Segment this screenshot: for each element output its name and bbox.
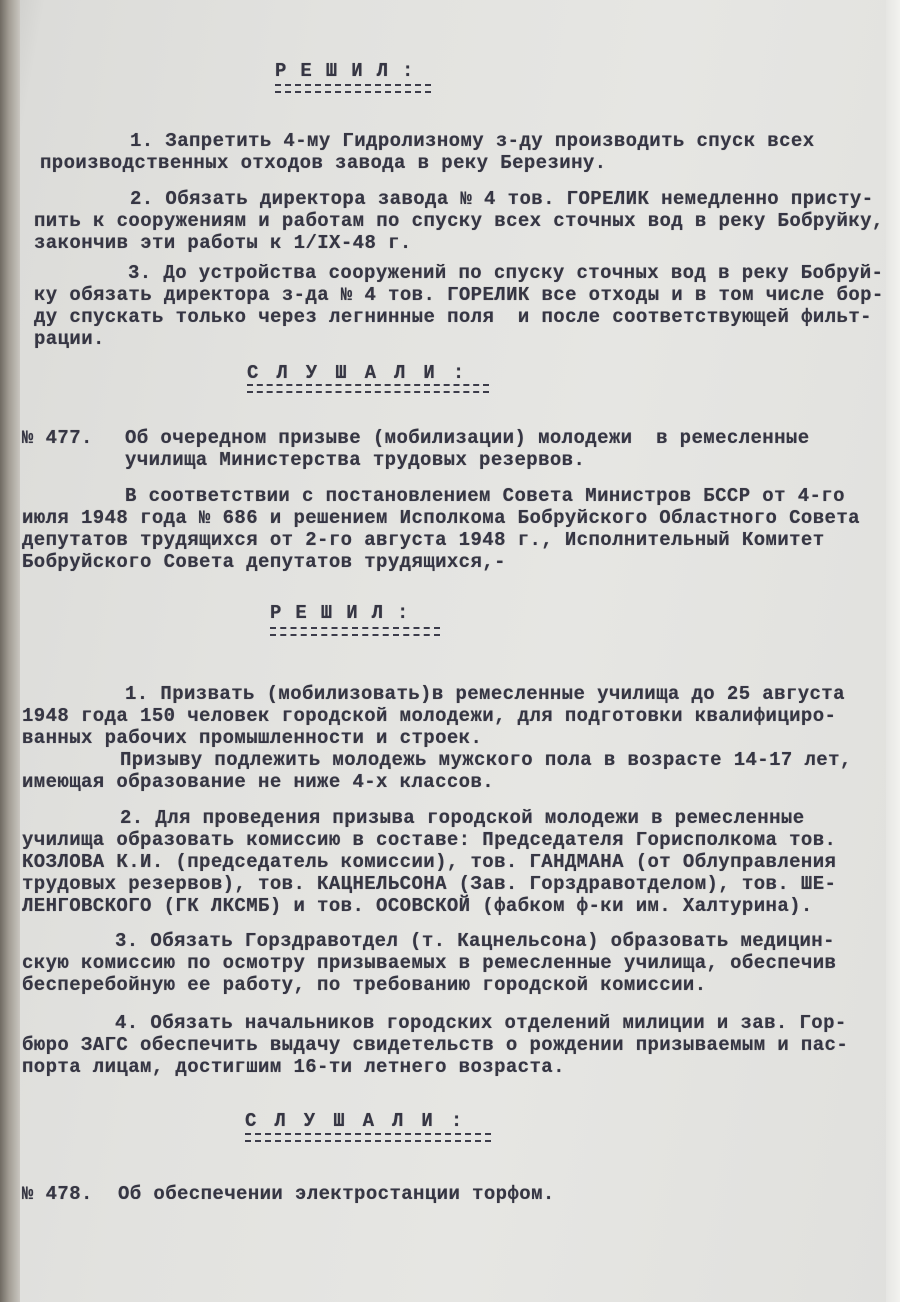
decision2-p1-line: 1. Призвать (мобилизовать)в ремесленные училища до 25 августа (125, 683, 845, 705)
decision2-p2-line: 2. Для проведения призыва городской молодежи в ремесленные (120, 807, 805, 829)
item-478-number: № 478. (22, 1183, 93, 1205)
decision1-p1-line: 1. Запретить 4-му Гидролизному з-ду производить спуск всех (130, 130, 815, 152)
decision2-p1-line: 1948 года 150 человек городской молодежи, для подготовки квалифициро- (22, 705, 837, 727)
decision1-p3-line: 3. До устройства сооружений по спуску сточных вод в реку Бобруй- (128, 262, 884, 284)
heading-heard: СЛУШАЛИ: (247, 362, 483, 384)
item-477-number: № 477. (22, 427, 93, 449)
heading-resolved: РЕШИЛ: (270, 602, 423, 624)
heading-underline (245, 1133, 491, 1142)
decision2-p2-line: трудовых резервов), тов. КАЦНЕЛЬСОНА (Зав. Горздравотделом), тов. ШЕ- (22, 873, 837, 895)
item-477-title-line: Об очередном призыве (мобилизации) молодежи в ремесленные (125, 427, 810, 449)
decision2-p1-line: Призыву подлежить молодежь мужского пола в возрасте 14-17 лет, (120, 749, 852, 771)
item-478-title: Об обеспечении электростанции торфом. (118, 1183, 555, 1205)
heading-underline (275, 84, 431, 93)
decision1-p3-line: ду спускать только через легнинные поля и после соответствующей фильт- (34, 306, 872, 328)
decision2-p3-line: скую комиссию по осмотру призываемых в ремесленные училища, обеспечив (22, 952, 837, 974)
item-477-preamble-line: депутатов трудящихся от 2-го августа 1948 г., Исполнительный Комитет (22, 529, 825, 551)
item-477-preamble-line: Бобруйского Совета депутатов трудящихся,- (22, 551, 506, 573)
decision2-p2-line: КОЗЛОВА К.И. (председатель комиссии), тов. ГАНДМАНА (от Облуправления (22, 851, 837, 873)
decision1-p2-line: закончив эти работы к 1/IX-48 г. (34, 232, 412, 254)
decision2-p4-line: порта лицам, достигшим 16-ти летнего возраста. (22, 1056, 565, 1078)
decision2-p2-line: училища образовать комиссию в составе: Председателя Горисполкома тов. (22, 829, 837, 851)
item-477-preamble-line: В соответствии с постановлением Совета Министров БССР от 4-го (125, 485, 845, 507)
item-477-preamble-line: июля 1948 года № 686 и решением Исполкома Бобруйского Областного Совета (22, 507, 860, 529)
decision1-p2-line: пить к сооружениям и работам по спуску всех сточных вод в реку Бобруйку, (34, 210, 884, 232)
decision1-p3-line: ку обязать директора з-да № 4 тов. ГОРЕЛИК все отходы и в том числе бор- (34, 284, 884, 306)
decision2-p3-line: бесперебойную ее работу, по требованию городской комиссии. (22, 974, 707, 996)
decision2-p4-line: 4. Обязать начальников городских отделений милиции и зав. Гор- (115, 1012, 847, 1034)
heading-underline (270, 627, 440, 636)
decision1-p2-line: 2. Обязать директора завода № 4 тов. ГОРЕЛИК немедленно присту- (130, 188, 874, 210)
decision1-p1-line: производственных отходов завода в реку Березину. (40, 152, 607, 174)
heading-underline (247, 384, 489, 393)
decision2-p1-line: имеющая образование не ниже 4-х классов. (22, 771, 495, 793)
decision1-p3-line: рации. (34, 328, 105, 350)
page-binding (0, 0, 20, 1302)
heading-heard: СЛУШАЛИ: (245, 1110, 481, 1132)
decision2-p1-line: ванных рабочих промышленности и строек. (22, 727, 483, 749)
decision2-p3-line: 3. Обязать Горздравотдел (т. Кацнельсона) образовать медицин- (115, 930, 835, 952)
heading-resolved: РЕШИЛ: (275, 60, 428, 82)
page-edge (886, 0, 900, 1302)
decision2-p2-line: ЛЕНГОВСКОГО (ГК ЛКСМБ) и тов. ОСОВСКОЙ (фабком ф-ки им. Халтурина). (22, 895, 813, 917)
item-477-title-line: училища Министерства трудовых резервов. (125, 449, 586, 471)
decision2-p4-line: бюро ЗАГС обеспечить выдачу свидетельств о рождении призываемым и пас- (22, 1034, 849, 1056)
